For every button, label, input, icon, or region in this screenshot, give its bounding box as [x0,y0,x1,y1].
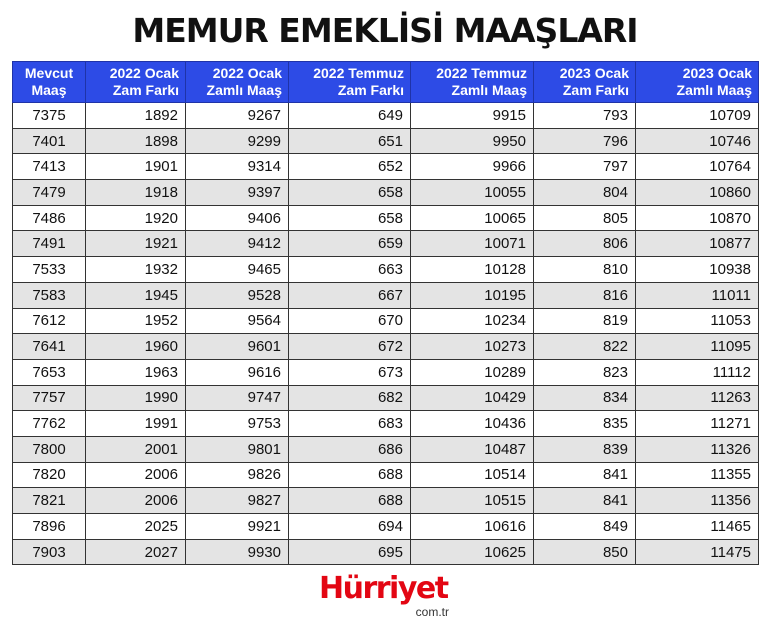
column-header-2022-temmuz-zam-farki: 2022 Temmuz Zam Farkı [289,62,411,103]
table-row [13,180,759,206]
table-cell: 11475 [636,539,759,565]
table-row [13,231,759,257]
table-cell: 694 [289,514,411,540]
table-cell: 9564 [186,308,289,334]
table-row [13,385,759,411]
table-cell: 7653 [13,359,86,385]
table-cell: 1920 [86,205,186,231]
table-cell: 9299 [186,128,289,154]
table-cell: 667 [289,282,411,308]
table-cell: 686 [289,436,411,462]
column-header-2023-ocak-zam-farki: 2023 Ocak Zam Farkı [534,62,636,103]
table-cell: 850 [534,539,636,565]
table-cell: 11011 [636,282,759,308]
table-cell: 7583 [13,282,86,308]
table-cell: 816 [534,282,636,308]
table-cell: 7375 [13,103,86,129]
table-cell: 1945 [86,282,186,308]
table-row [13,539,759,565]
table-cell: 658 [289,180,411,206]
table-cell: 10938 [636,257,759,283]
table-cell: 658 [289,205,411,231]
logo-wordmark: Hürriyet [319,571,448,606]
table-cell: 10055 [411,180,534,206]
table-cell: 7641 [13,334,86,360]
table-cell: 672 [289,334,411,360]
table-row [13,334,759,360]
table-cell: 9406 [186,205,289,231]
table-cell: 11356 [636,488,759,514]
table-cell: 7486 [13,205,86,231]
table-cell: 805 [534,205,636,231]
table-cell: 10860 [636,180,759,206]
table-cell: 2006 [86,488,186,514]
table-cell: 9966 [411,154,534,180]
table-cell: 841 [534,462,636,488]
column-header-mevcut-maas: Mevcut Maaş [13,62,86,103]
table-cell: 7491 [13,231,86,257]
table-cell: 11465 [636,514,759,540]
table-cell: 793 [534,103,636,129]
table-row [13,514,759,540]
column-header-2022-temmuz-zamli-maas: 2022 Temmuz Zamlı Maaş [411,62,534,103]
table-cell: 9412 [186,231,289,257]
table-cell: 11326 [636,436,759,462]
table-cell: 695 [289,539,411,565]
table-cell: 9267 [186,103,289,129]
table-cell: 2006 [86,462,186,488]
table-cell: 797 [534,154,636,180]
table-cell: 9528 [186,282,289,308]
table-cell: 839 [534,436,636,462]
table-row [13,436,759,462]
table-cell: 9747 [186,385,289,411]
table-cell: 11112 [636,359,759,385]
table-body [13,103,759,565]
table-cell: 10128 [411,257,534,283]
table-cell: 9616 [186,359,289,385]
page-title: MEMUR EMEKLİSİ MAAŞLARI [132,11,638,50]
table-row [13,257,759,283]
table-cell: 834 [534,385,636,411]
table-row [13,128,759,154]
table-cell: 9921 [186,514,289,540]
table-row [13,462,759,488]
table-cell: 10764 [636,154,759,180]
table-cell: 835 [534,411,636,437]
table-row [13,411,759,437]
table-cell: 9397 [186,180,289,206]
table-cell: 1892 [86,103,186,129]
table-cell: 683 [289,411,411,437]
table-cell: 7762 [13,411,86,437]
table-row [13,359,759,385]
table-cell: 7821 [13,488,86,514]
table-cell: 1921 [86,231,186,257]
table-cell: 651 [289,128,411,154]
table-cell: 1991 [86,411,186,437]
table-cell: 9801 [186,436,289,462]
table-cell: 10195 [411,282,534,308]
table-cell: 10234 [411,308,534,334]
table-cell: 10870 [636,205,759,231]
table-row [13,488,759,514]
column-header-2022-ocak-zamli-maas: 2022 Ocak Zamlı Maaş [186,62,289,103]
table-cell: 9465 [186,257,289,283]
table-cell: 10746 [636,128,759,154]
table-cell: 688 [289,488,411,514]
table-cell: 9930 [186,539,289,565]
table-cell: 10429 [411,385,534,411]
table-cell: 796 [534,128,636,154]
table-row [13,103,759,129]
table-cell: 10071 [411,231,534,257]
table-cell: 7757 [13,385,86,411]
table-cell: 9753 [186,411,289,437]
table-cell: 7612 [13,308,86,334]
table-row [13,308,759,334]
table-cell: 9314 [186,154,289,180]
table-cell: 673 [289,359,411,385]
table-cell: 11263 [636,385,759,411]
table-cell: 823 [534,359,636,385]
table-cell: 849 [534,514,636,540]
table-cell: 9601 [186,334,289,360]
table-cell: 1898 [86,128,186,154]
table-cell: 2027 [86,539,186,565]
table-cell: 7401 [13,128,86,154]
table-cell: 9950 [411,128,534,154]
table-cell: 11095 [636,334,759,360]
pension-table [12,61,759,565]
table-cell: 10289 [411,359,534,385]
table-cell: 1932 [86,257,186,283]
table-cell: 841 [534,488,636,514]
table-cell: 659 [289,231,411,257]
table-cell: 10616 [411,514,534,540]
hurriyet-logo [319,572,455,622]
table-cell: 9827 [186,488,289,514]
table-cell: 10487 [411,436,534,462]
table-cell: 9915 [411,103,534,129]
logo-domain: com.tr [415,605,449,619]
table-cell: 10515 [411,488,534,514]
column-header-2023-ocak-zamli-maas: 2023 Ocak Zamlı Maaş [636,62,759,103]
table-cell: 9826 [186,462,289,488]
table-cell: 1963 [86,359,186,385]
column-header-2022-ocak-zam-farki: 2022 Ocak Zam Farkı [86,62,186,103]
table-cell: 2025 [86,514,186,540]
table-cell: 7479 [13,180,86,206]
table-cell: 7903 [13,539,86,565]
table-cell: 1952 [86,308,186,334]
table-cell: 11355 [636,462,759,488]
table-cell: 663 [289,257,411,283]
table-cell: 1901 [86,154,186,180]
table-cell: 822 [534,334,636,360]
table-cell: 1918 [86,180,186,206]
table-header-row [13,62,759,103]
table-cell: 806 [534,231,636,257]
table-cell: 649 [289,103,411,129]
table-cell: 688 [289,462,411,488]
table-cell: 11053 [636,308,759,334]
table-cell: 10273 [411,334,534,360]
table-cell: 804 [534,180,636,206]
table-cell: 670 [289,308,411,334]
table-cell: 7413 [13,154,86,180]
table-cell: 10877 [636,231,759,257]
table-cell: 819 [534,308,636,334]
table-cell: 1960 [86,334,186,360]
table-row [13,205,759,231]
table-cell: 10709 [636,103,759,129]
table-cell: 10514 [411,462,534,488]
table-cell: 7533 [13,257,86,283]
table-cell: 682 [289,385,411,411]
table-row [13,282,759,308]
table-cell: 7800 [13,436,86,462]
table-cell: 10436 [411,411,534,437]
table-row [13,154,759,180]
table-cell: 810 [534,257,636,283]
table-cell: 1990 [86,385,186,411]
table-cell: 2001 [86,436,186,462]
table-cell: 7820 [13,462,86,488]
table-cell: 10625 [411,539,534,565]
table-cell: 652 [289,154,411,180]
table-cell: 7896 [13,514,86,540]
table-cell: 10065 [411,205,534,231]
table-cell: 11271 [636,411,759,437]
